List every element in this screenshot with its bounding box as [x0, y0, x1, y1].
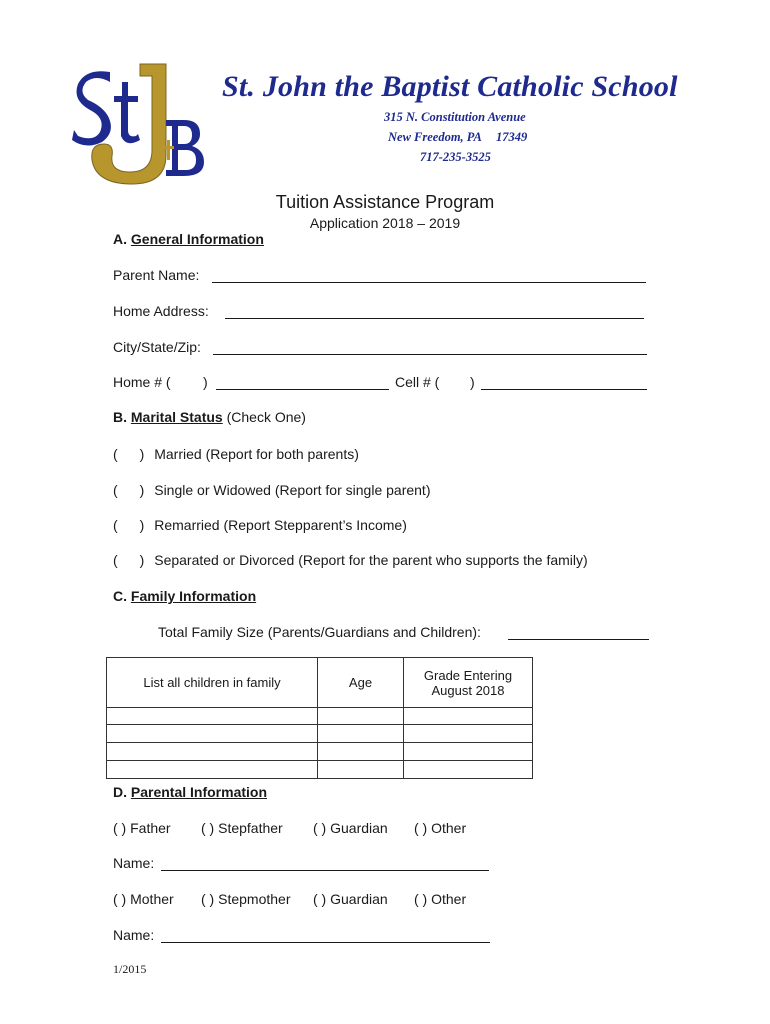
- section-a-prefix: A.: [113, 231, 127, 247]
- marital-option-label: Single or Widowed (Report for single parent): [154, 482, 431, 498]
- section-c-heading: [113, 588, 256, 604]
- table-row: [107, 708, 533, 725]
- stepfather-option-checkbox[interactable]: ( ) Stepfather: [201, 820, 283, 836]
- home-address-label: Home Address:: [113, 303, 209, 319]
- section-a-heading: [113, 231, 264, 247]
- school-logo: [66, 60, 206, 190]
- child-age-cell[interactable]: [318, 725, 404, 743]
- child-grade-cell[interactable]: [404, 743, 533, 761]
- section-b-prefix: B.: [113, 409, 127, 425]
- child-age-cell[interactable]: [318, 761, 404, 779]
- close-paren: ): [139, 482, 145, 498]
- address-street: 315 N. Constitution Avenue: [384, 110, 526, 124]
- address-city: New Freedom, PA: [388, 130, 482, 144]
- family-size-label: Total Family Size (Parents/Guardians and Children):: [158, 624, 481, 640]
- children-age-header: Age: [318, 658, 404, 708]
- child-name-cell[interactable]: [107, 725, 318, 743]
- section-d-heading: [113, 784, 267, 800]
- marital-option-label: Remarried (Report Stepparent’s Income): [154, 517, 407, 533]
- parent1-name-label: Name:: [113, 855, 155, 871]
- table-row: [107, 761, 533, 779]
- child-grade-cell[interactable]: [404, 761, 533, 779]
- address-zip: 17349: [496, 130, 528, 144]
- home-phone-label: Home # (: [113, 374, 171, 390]
- home-address-field[interactable]: [225, 318, 644, 319]
- cell-phone-field[interactable]: [481, 389, 647, 390]
- guardian-option-checkbox[interactable]: ( ) Guardian: [313, 891, 388, 907]
- cell-phone-label: Cell # (: [395, 374, 440, 390]
- section-b-heading: [113, 409, 306, 425]
- section-c-title: Family Information: [130, 588, 257, 604]
- child-age-cell[interactable]: [318, 708, 404, 725]
- parent2-name-field[interactable]: [161, 942, 490, 943]
- open-paren: (: [113, 482, 118, 498]
- open-paren: (: [113, 552, 118, 568]
- close-paren: ): [139, 517, 145, 533]
- city-state-zip-field[interactable]: [213, 354, 647, 355]
- child-grade-cell[interactable]: [404, 725, 533, 743]
- table-row: [107, 743, 533, 761]
- section-b-note: (Check One): [226, 409, 306, 425]
- home-phone-close: ): [203, 374, 208, 390]
- child-name-cell[interactable]: [107, 743, 318, 761]
- father-option-checkbox[interactable]: ( ) Father: [113, 820, 171, 836]
- child-name-cell[interactable]: [107, 708, 318, 725]
- child-age-cell[interactable]: [318, 743, 404, 761]
- section-b-title: Marital Status: [130, 409, 223, 425]
- parent-name-field[interactable]: [212, 282, 646, 283]
- guardian-option-checkbox[interactable]: ( ) Guardian: [313, 820, 388, 836]
- family-size-field[interactable]: [508, 639, 649, 640]
- close-paren: ): [139, 552, 145, 568]
- close-paren: ): [139, 446, 145, 462]
- table-row: [107, 725, 533, 743]
- school-name: St. John the Baptist Catholic School: [222, 70, 678, 103]
- section-c-prefix: C.: [113, 588, 127, 604]
- parent1-name-field[interactable]: [161, 870, 489, 871]
- child-grade-cell[interactable]: [404, 708, 533, 725]
- document-subtitle: Application 2018 – 2019: [309, 215, 461, 231]
- parent-name-label: Parent Name:: [113, 267, 200, 283]
- open-paren: (: [113, 517, 118, 533]
- marital-option-checkbox[interactable]: [113, 446, 359, 462]
- children-grade-header: Grade Entering August 2018: [404, 658, 533, 708]
- marital-option-checkbox[interactable]: [113, 552, 588, 568]
- children-name-header: List all children in family: [107, 658, 318, 708]
- children-table: [106, 657, 533, 779]
- mother-option-checkbox[interactable]: ( ) Mother: [113, 891, 174, 907]
- other-option-checkbox[interactable]: ( ) Other: [414, 820, 467, 836]
- marital-option-checkbox[interactable]: [113, 482, 430, 498]
- section-a-title: General Information: [130, 231, 264, 247]
- document-title: Tuition Assistance Program: [275, 192, 495, 212]
- other-option-checkbox[interactable]: ( ) Other: [414, 891, 467, 907]
- home-phone-field[interactable]: [216, 389, 389, 390]
- open-paren: (: [113, 446, 118, 462]
- revision-date: 1/2015: [113, 962, 147, 976]
- section-d-title: Parental Information: [130, 784, 268, 800]
- marital-option-label: Married (Report for both parents): [154, 446, 359, 462]
- cell-phone-close: ): [470, 374, 475, 390]
- stepmother-option-checkbox[interactable]: ( ) Stepmother: [201, 891, 291, 907]
- child-name-cell[interactable]: [107, 761, 318, 779]
- city-state-zip-label: City/State/Zip:: [113, 339, 201, 355]
- marital-option-checkbox[interactable]: [113, 517, 407, 533]
- school-phone: 717-235-3525: [420, 150, 491, 164]
- section-d-prefix: D.: [113, 784, 127, 800]
- marital-option-label: Separated or Divorced (Report for the parent who supports the family): [154, 552, 588, 568]
- parent2-name-label: Name:: [113, 927, 155, 943]
